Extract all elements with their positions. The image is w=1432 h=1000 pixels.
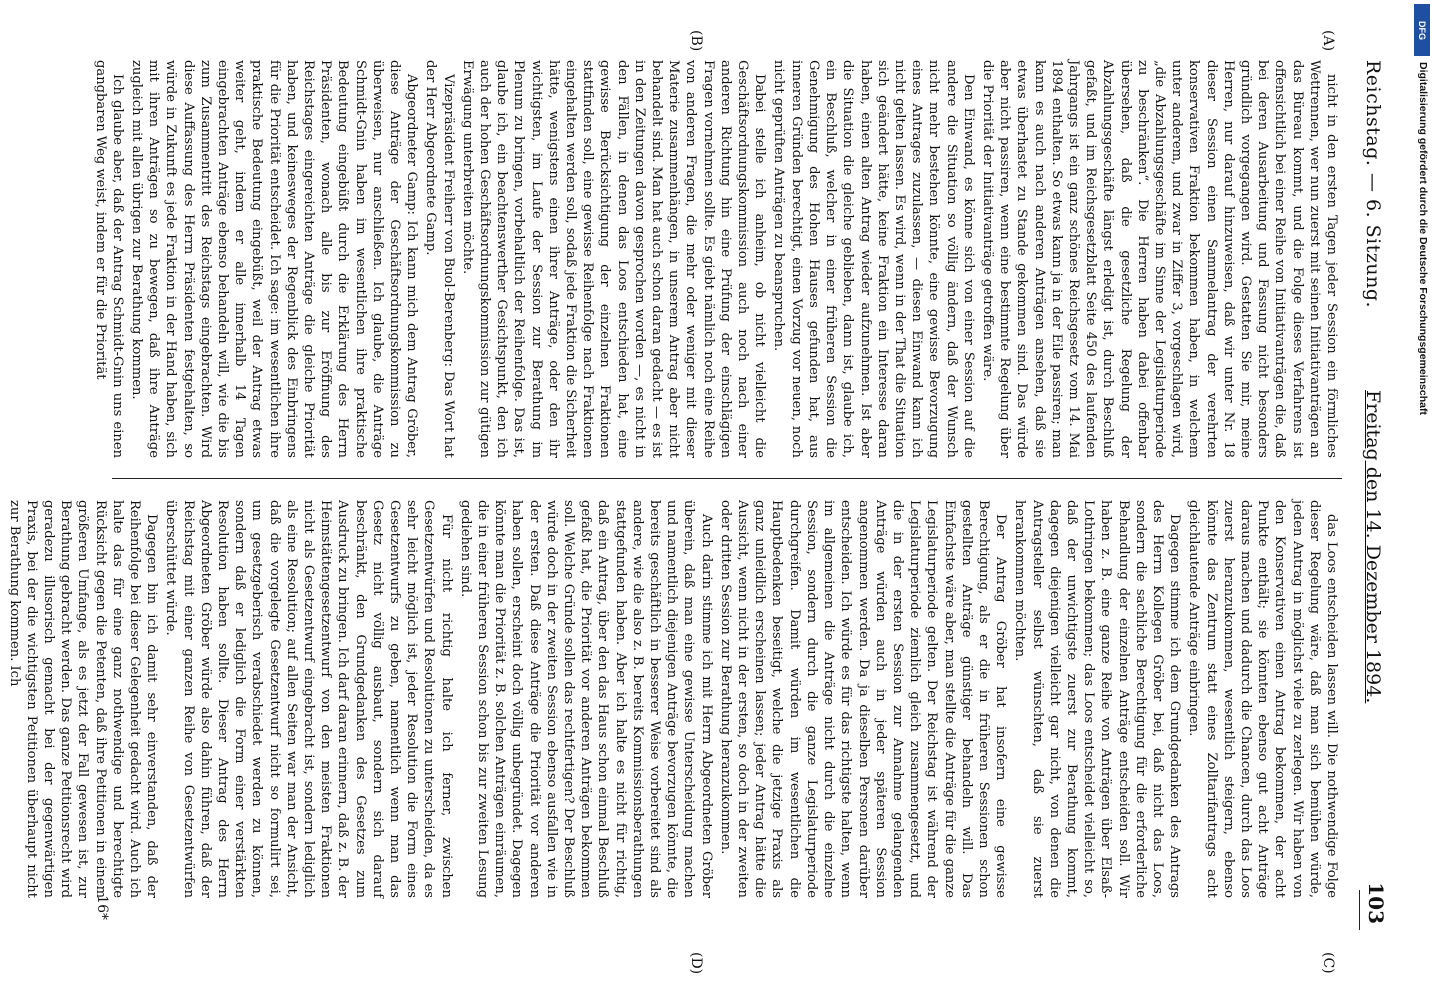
running-head-title: Reichstag. — 6. Sitzung. — [1362, 60, 1384, 309]
page-number-rule — [1359, 890, 1360, 930]
paragraph: nicht in den ersten Tagen jeder Session ein förmliches Wettrennen, wer nun zuerst mit seinen Initiativanträgen an das Büreau kommt, und die Folge dieses Verfahrens ist offensichtlich bei einer Reihe von Initiativanträgen die, daß bei deren Ausarbeitung und Fassung nicht besonders gründlich vorgegangen wird. Gestatten Sie mir, meine Herren, nur darauf hinzuweisen, daß wir unter Nr. 18 dieser Session einen Sammelantrag der verehrten konservativen Fraktion bekommen haben, in welchem unter anderem, und zwar in Ziffer 3, vorgeschlagen wird, „die Abzahlungsgeschäfte im Sinne der Legislaturperiode zu beschränken“. Die Herren haben dabei offenbar übersehen, daß die gesetzliche Regelung der Abzahlungsgeschäfte längst erledigt ist, durch Beschluß gefaßt, und im Reichsgesetzblatt Seite 450 des laufenden Jahrgangs ist ein ganz schönes Reichsgesetz vom 14. Mai 1894 enthalten. So etwas kann ja in der Eile passiren; man kann es auch nach anderen Anträgen ansehen, daß sie etwas überhastet zu Stande gekommen sind. Das würde aber nicht passiren, wenn eine bestimmte Regelung über die Priorität der Initiativanträge getroffen wäre. — [979, 60, 1339, 458]
signature-mark: 16* — [94, 895, 110, 920]
margin-marker-a: (A) — [1320, 30, 1336, 52]
paragraph: Für nicht richtig halte ich ferner, zwischen Gesetzentwürfen und Resolutionen zu unterscheiden, da es sehr leicht möglich ist, jeder Resolution die Form eines Gesetzentwurfs zu geben, namentlich wenn man das Gesetz nicht völlig ausbaut, sondern sich darauf beschränkt, den Grundgedanken des Gesetzes zum Ausdruck zu bringen. Ich darf daran erinnern, daß z. B. der Heimstättengesetzentwurf von den meisten Fraktionen nicht als Gesetzentwurf eingebracht ist, sondern lediglich als eine Resolution; auf allen Seiten war man der Ansicht, daß die vorgelegte Gesetzentwurf nicht so formulirt sei, um gesetzgeberisch verabschiedet werden zu können, sondern daß er lediglich die Form einer verstärkten Resolution haben sollte. Dieser Antrag des Herrn Abgeordneten Gröber würde also dahin führen, daß der Reichstag mit einer ganzen Reihe von Gesetzentwürfen überschüttet würde. — [163, 500, 454, 898]
running-head — [1358, 60, 1388, 960]
session-date: Freitag den 14. Dezember 1894. — [1362, 390, 1384, 704]
dfg-logo: DFG — [1414, 4, 1430, 56]
running-head-date — [1362, 390, 1384, 703]
margin-marker-b: (B) — [688, 30, 704, 52]
right-column — [6, 500, 1340, 898]
speaker-paragraph: Abgeordneter Gamp: Ich kann mich dem Antrag Gröber, diese Anträge der Geschäftsordnungskommission zu überweisen, nur anschließen. Ich glaube, die Anträge Schmidt-Gnin haben im wesentlichen ihre praktische Bedeutung eingebüßt durch die Erklärung des Herrn Präsidenten, wonach alle bis zur Eröffnung des Reichstages eingereichten Anträge die gleiche Priorität haben, und keinesweges der Regenblick des Einbringens für die Priorität entscheidet. Ich sage: im wesentlichen ihre praktische Bedeutung eingebüßt, weil der Antrag etwas weiter geht, indem er alle innerhalb 14 Tagen eingebrachten Anträge ebenso behandeln will, wie die bis zum Zusammentritt des Reichstags eingebrachten. Wird diese Auffassung des Herrn Präsidenten festgehalten, so würde in Zukunft es jede Fraktion in der Hand haben, sich mit ihren Anträgen so zu bewegen, daß ihre Anträge zugleich mit allen übrigen zur Berathung kommen. — [128, 60, 420, 458]
digitization-notice-text: Digitalisierung gefördert durch die Deutsche Forschungsgemeinschaft — [1417, 62, 1429, 415]
paragraph: Dagegen stimme ich dem Grundgedanken des Antrags des Herrn Kollegen Gröber bei, daß nicht das Loos, sondern die sachliche Berechtigung für die erforderliche Behandlung der einzelnen Anträge entscheiden soll. Wir haben z. B. eine ganze Reihe von Anträgen über Elsaß-Lothringen bekommen; das Loos entscheidet vielleicht so, daß der unwichtigste zuerst zur Berathung kommt, dagegen diejenigen vielleicht gar nicht, von denen die Antragsteller selbst wünschten, daß sie zuerst herankommen möchten. — [1012, 500, 1183, 898]
margin-marker-d: (D) — [688, 952, 704, 975]
paragraph: Den Einwand, es könne sich von einer Session auf die andere die Situation so völlig ändern, daß der Wunsch nicht mehr bestehen könnte, eine gewisse Bevorzugung eines Antrages zuzulassen, — diesen Einwand kann ich nicht gelten lassen. Es wird, wenn in der That die Situation sich geändert hätte, keine Fraktion ein Interesse daran haben, einen alten Antrag wieder aufzunehmen. Ist aber die Situation die gleiche geblieben, dann ist, glaube ich, ein Beschluß, welcher in einer früheren Session die Genehmigung des Hohen Hauses gefunden hat, aus inneren Gründen berechtigt, einen Vorzug vor neuen, noch nicht geprüften Anträgen zu beanspruchen. — [771, 60, 976, 458]
paragraph: das Loos entscheiden lassen will. Die nothwendige Folge dieser Regelung wäre, daß man sich bemühen würde, jeden Antrag in möglichst viele zu zerlegen. Wir haben von den Konservativen einen Antrag bekommen, der acht Punkte enthält; sie könnten ebenso gut acht Anträge daraus machen und dadurch die Chancen, durch das Loos zuerst heranzukommen, wesentlich steigern, ebenso könnte das Zentrum statt eines Zolltarifantrags acht gleichlautende Anträge einbringen. — [1186, 500, 1339, 898]
speaker-paragraph: Vizepräsident Freiherr von Buol-Berenberg: Das Wort hat der Herr Abgeordnete Gamp. — [423, 60, 456, 458]
paragraph: Dabei stelle ich anheim, ob nicht vielleicht die Geschäftsordnungskommission auch noch nach einer anderen Richtung hin eine Prüfung der einschlägigen Fragen vornehmen sollte. Es giebt nämlich noch eine Reihe von anderen Fragen, die mehr oder weniger mit dieser Materie zusammenhängen, in unserem Antrag aber nicht behandelt sind. Man hat auch schon daran gedacht — es ist in den Zeitungen davon gesprochen worden —, es nicht in den Fällen, in denen das Loos entschieden hat, eine gewisse Berücksichtigung der einzelnen Fraktionen stattfinden soll, eine gewisse Reihenfolge nach Fraktionen eingehalten werden soll, sodaß jede Fraktion die Sicherheit hätte, wenigstens einen ihrer Anträge, oder den ihr wichtigsten, im Laufe der Session zur Berathung im Plenum zu bringen, vorbehaltlich der Reihenfolge. Das ist, glaube ich, ein beachtenswerther Gesichtspunkt, den ich auch der hohen Geschäftsordnungskommission zur gütigen Erwägung unterbreiten möchte. — [459, 60, 768, 458]
column-divider — [112, 478, 1342, 479]
paragraph: Der Antrag Gröber hat insofern eine gewisse Berechtigung, als er die in früheren Sessionen schon gestellten Anträge günstiger behandeln will. Das Einfachste wäre aber, man stellte die Anträge für die ganze Legislaturperiode gelten. Der Reichstag ist während der Legislaturperiode ziemlich gleich zusammengesetzt, und die in der ersten Session zur Annahme gelangenden Anträge würden auch in jeder späteren Session angenommen werden. Da ja dieselben Personen darüber entscheiden. Ich würde es für das richtigste halten, wenn im allgemeinen die Anträge nicht durch die einzelne Session, sondern durch die ganze Legislaturperiode durchgreifen. Damit würden im wesentlichen die Hauptbedenken beseitigt, welche die jetzige Praxis als ganz unleidlich erscheinen lassen; jeder Antrag hätte die Aussicht, wenn nicht in der ersten, so doch in der zweiten oder dritten Session zur Berathung heranzukommen. — [717, 500, 1009, 898]
digitization-banner — [1412, 0, 1432, 1000]
paragraph: Dagegen bin ich damit sehr einverstanden, daß der Reihenfolge bei dieser Gelegenheit gedacht wird. Auch ich halte das für eine ganz nothwendige und berechtigte Rücksicht gegen die Petenten, daß ihre Petitionen in einem größeren Umfange, als es jetzt der Fall gewesen ist, zur Berathung gebracht werden. Das ganze Petitionsrecht wird geradezu illusorisch gemacht bei der gegenwärtigen Praxis, bei der die wichtigsten Petitionen überhaupt nicht zur Berathung kommen. Ich — [6, 500, 160, 898]
page-number: 103 — [1364, 882, 1388, 924]
margin-marker-c: (C) — [1320, 952, 1336, 974]
paragraph: Auch darin stimme ich mit Herrn Abgeordneten Gröber überein, daß man eine gewisse Unterscheidung machen und namentlich diejenigen Anträge bevorzugen könnte, die bereits geschäftlich in besserer Weise vorbereitet sind als andere, wie die also z. B. bereits Kommissionsberathungen stattgefunden haben. Aber ich halte es nicht für richtig, daß ein Antrag, über den das Haus schon einmal Beschluß gefaßt hat, die Priorität vor anderen Anträgen bekommen soll. Welche Gründe sollen das rechtfertigen? Der Beschluß würde doch in der zweiten Session ebenso ausfallen wie in der ersten. Daß diese Anträge die Priorität vor anderen haben sollen, erscheint doch völlig unbegründet. Dagegen könnte man die Priorität z. B. solchen Anträgen einräumen, die in einer früheren Session schon bis zur zweiten Lesung gediehen sind. — [457, 500, 714, 898]
left-column — [92, 60, 1340, 458]
paragraph: Ich glaube aber, daß der Antrag Schmidt-Gnin uns einen gangbaren Weg weist, indem er für die Priorität — [92, 60, 125, 458]
